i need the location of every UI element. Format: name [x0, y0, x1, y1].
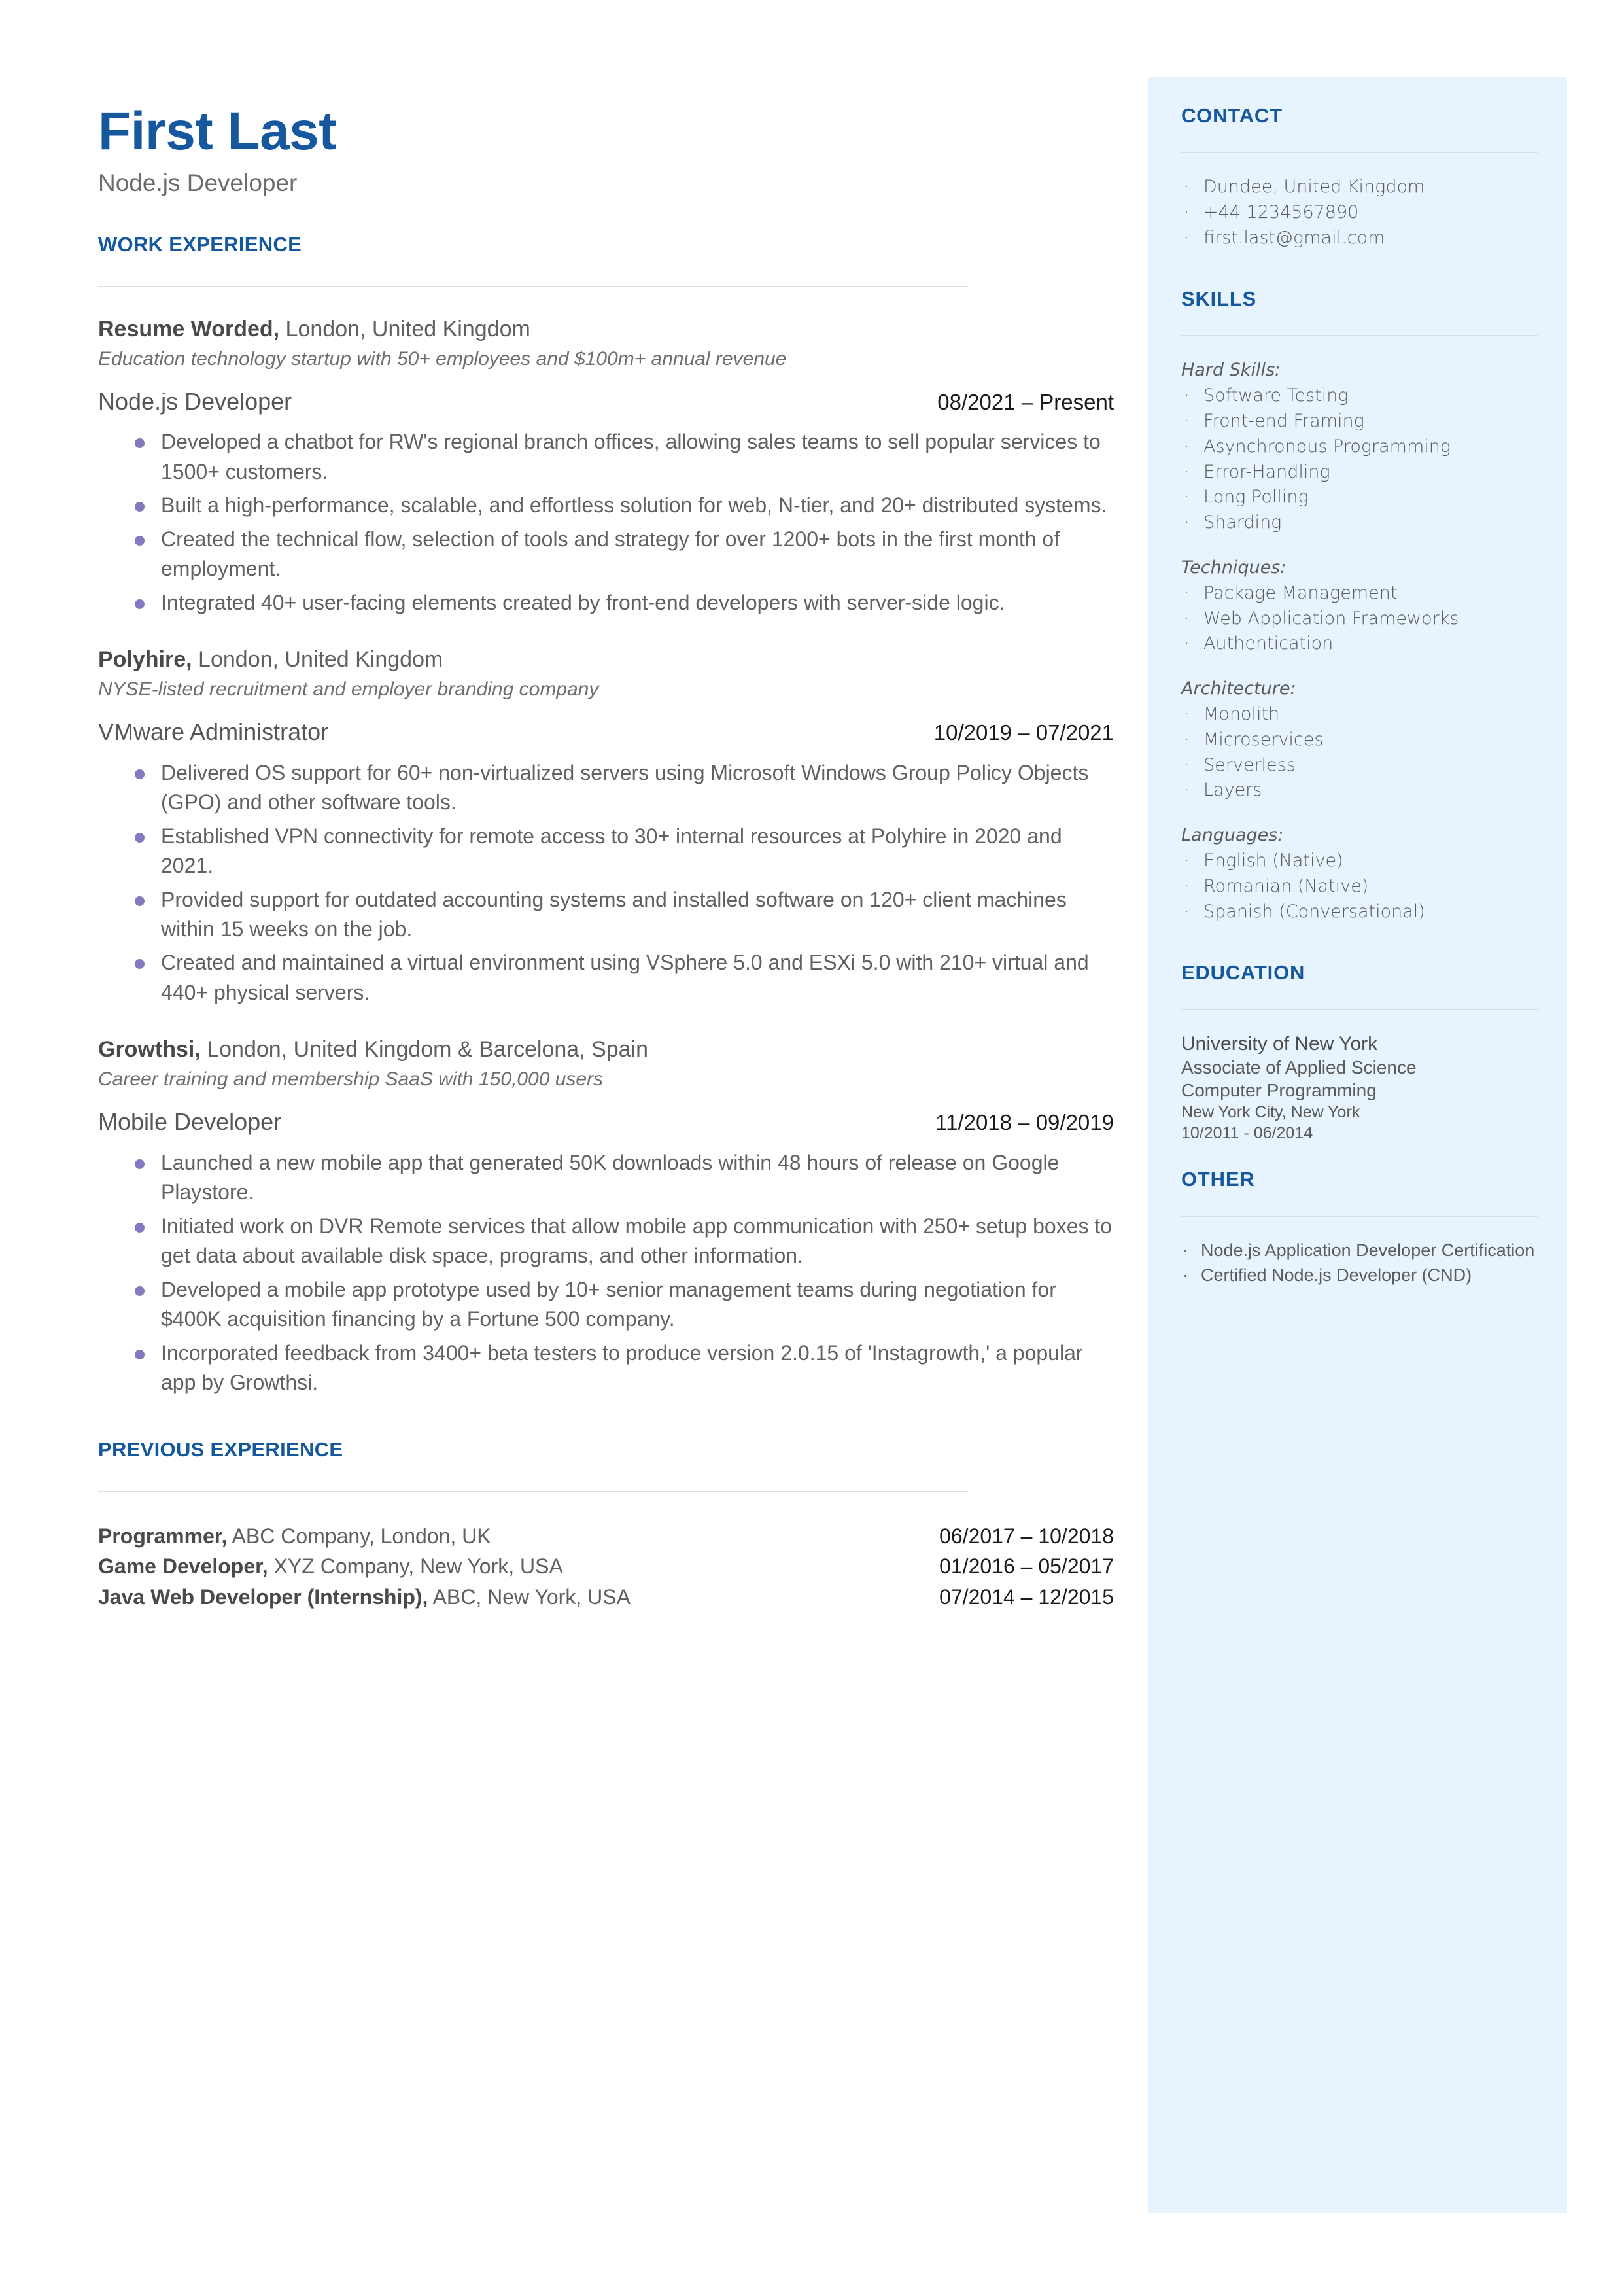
job-bullet: Established VPN connectivity for remote access to 30+ internal resources at Polyhire in 2020 and 2021.	[98, 822, 1115, 881]
education-block	[1181, 1032, 1538, 1144]
bullet-dot-icon: ·	[1184, 729, 1190, 750]
job-bullet-list	[98, 427, 1115, 618]
job-title-row	[98, 1109, 1114, 1135]
job-bullet: Delivered OS support for 60+ non-virtualized servers using Microsoft Windows Group Policy Objects (GPO) and other software tools.	[98, 758, 1115, 818]
job-bullet: Integrated 40+ user-facing elements created by front-end developers with server-side logic.	[98, 588, 1115, 618]
previous-experience-row	[98, 1521, 1114, 1552]
company-name: Growthsi,	[98, 1037, 201, 1062]
company-description: Education technology startup with 50+ employees and $100m+ annual revenue	[98, 347, 787, 370]
bullet-dot-icon: ·	[1184, 411, 1190, 432]
work-experience-list	[98, 316, 1115, 1398]
spacer	[1181, 1144, 1538, 1168]
skill-item-label: Package Management	[1203, 582, 1398, 603]
bullet-dot-icon: ·	[1183, 1265, 1188, 1286]
job-bullet-list	[98, 1148, 1115, 1398]
skill-item	[1181, 435, 1538, 459]
spacer	[98, 197, 1115, 234]
contact-list	[1181, 175, 1538, 250]
job-bullet: Developed a mobile app prototype used by 10+ senior management teams during negotiation for $400K acquisition financing by a Fortune 500 company.	[98, 1275, 1115, 1335]
bullet-dot-icon: ·	[1184, 608, 1190, 629]
skill-item-label: Front-end Framing	[1203, 411, 1364, 432]
job-title: Mobile Developer	[98, 1108, 282, 1136]
job-bullet-list	[98, 758, 1115, 1008]
skill-item	[1181, 728, 1538, 752]
skill-item-label: Serverless	[1203, 754, 1296, 775]
skill-group-label: Languages:	[1181, 824, 1284, 845]
previous-role-line	[98, 1582, 631, 1613]
work-experience-item	[98, 646, 1115, 1007]
job-bullet: Incorporated feedback from 3400+ beta testers to produce version 2.0.15 of 'Instagrowth,' a popular app by Growthsi.	[98, 1339, 1115, 1398]
skill-list	[1181, 582, 1538, 656]
contact-item-label: first.last@gmail.com	[1203, 227, 1385, 248]
spacer	[1181, 251, 1538, 288]
contact-item-label: +44 1234567890	[1203, 201, 1359, 222]
job-title-row	[98, 719, 1114, 745]
previous-role-dates: 07/2014 – 12/2015	[939, 1585, 1114, 1609]
skill-group-label: Architecture:	[1181, 678, 1296, 699]
company-name: Resume Worded,	[98, 316, 280, 342]
page-title: First Last	[98, 101, 337, 161]
company-location: London, United Kingdom	[279, 316, 530, 342]
work-experience-item	[98, 1036, 1115, 1397]
skill-item	[1181, 607, 1538, 631]
bullet-dot-icon: ·	[1184, 385, 1190, 406]
skills-block	[1181, 359, 1538, 924]
section-heading-other: OTHER	[1181, 1168, 1255, 1191]
skill-list	[1181, 384, 1538, 534]
company-description: NYSE-listed recruitment and employer branding company	[98, 678, 599, 701]
education-dates: 10/2011 - 06/2014	[1181, 1124, 1313, 1143]
skill-item-label: Error-Handling	[1203, 461, 1330, 482]
company-line	[98, 646, 1115, 673]
bullet-dot-icon: ·	[1184, 582, 1190, 603]
section-divider	[1181, 152, 1538, 153]
job-dates: 11/2018 – 09/2019	[935, 1110, 1114, 1135]
skill-item-label: Layers	[1203, 780, 1262, 801]
skill-group	[1181, 359, 1538, 534]
other-block	[1181, 1239, 1538, 1287]
bullet-dot-icon: ·	[1184, 901, 1190, 922]
main-column	[98, 101, 1115, 1613]
contact-item[interactable]	[1181, 175, 1538, 200]
skill-item	[1181, 875, 1538, 899]
skill-item	[1181, 754, 1538, 778]
skill-item-label: Monolith	[1203, 704, 1280, 725]
education-degree: Associate of Applied Science	[1181, 1057, 1417, 1077]
skill-group	[1181, 677, 1538, 803]
other-item	[1181, 1264, 1538, 1288]
skill-list	[1181, 849, 1538, 924]
skill-item	[1181, 779, 1538, 803]
section-divider	[98, 1491, 968, 1492]
bullet-dot-icon: ·	[1184, 487, 1190, 508]
job-bullet: Launched a new mobile app that generated 50K downloads within 48 hours of release on Google Playstore.	[98, 1148, 1115, 1208]
previous-role-detail: ABC, New York, USA	[428, 1585, 631, 1609]
previous-role-line	[98, 1551, 563, 1582]
bullet-dot-icon: ·	[1184, 201, 1190, 222]
contact-item[interactable]	[1181, 226, 1538, 251]
education-location: New York City, New York	[1181, 1103, 1360, 1122]
company-description: Career training and membership SaaS with 150,000 users	[98, 1068, 604, 1091]
bullet-dot-icon: ·	[1184, 780, 1190, 801]
other-item-label: Node.js Application Developer Certification	[1201, 1240, 1535, 1261]
other-item	[1181, 1239, 1538, 1263]
skill-item-label: Asynchronous Programming	[1203, 436, 1451, 457]
skill-item	[1181, 384, 1538, 408]
job-title-row	[98, 389, 1114, 415]
previous-role-dates: 06/2017 – 10/2018	[939, 1524, 1114, 1548]
skill-item	[1181, 703, 1538, 727]
contact-item-label: Dundee, United Kingdom	[1203, 177, 1425, 198]
skill-item-label: Microservices	[1203, 729, 1324, 750]
job-title: Node.js Developer	[98, 387, 292, 415]
previous-role-detail: XYZ Company, New York, USA	[268, 1554, 563, 1579]
company-name: Polyhire,	[98, 647, 192, 673]
job-dates: 08/2021 – Present	[937, 389, 1114, 414]
skill-item-label: Authentication	[1203, 633, 1334, 654]
skill-item	[1181, 582, 1538, 606]
sidebar-content	[1181, 105, 1538, 1289]
skill-item	[1181, 410, 1538, 434]
previous-role-title: Game Developer,	[98, 1554, 268, 1579]
bullet-dot-icon: ·	[1184, 633, 1190, 654]
skill-item	[1181, 461, 1538, 485]
section-divider	[1181, 1009, 1538, 1010]
skill-item-label: English (Native)	[1203, 850, 1343, 871]
skill-item	[1181, 485, 1538, 510]
skill-item-label: Web Application Frameworks	[1203, 608, 1459, 629]
job-bullet: Initiated work on DVR Remote services that allow mobile app communication with 250+ setup boxes to get data about available disk space, programs, and other information.	[98, 1212, 1115, 1271]
previous-experience-row	[98, 1551, 1114, 1582]
bullet-dot-icon: ·	[1184, 436, 1190, 457]
job-title: VMware Administrator	[98, 718, 329, 746]
bullet-dot-icon: ·	[1184, 875, 1190, 896]
section-divider	[1181, 335, 1538, 336]
job-bullet: Provided support for outdated accounting systems and installed software on 120+ client machines within 15 weeks on the job.	[98, 885, 1115, 945]
skill-group	[1181, 556, 1538, 656]
job-bullet: Built a high-performance, scalable, and effortless solution for web, N-tier, and 20+ distributed systems.	[98, 491, 1115, 520]
company-location: London, United Kingdom	[192, 647, 443, 673]
skill-group-label: Techniques:	[1181, 557, 1287, 578]
job-bullet: Created the technical flow, selection of tools and strategy for over 1200+ bots in the first month of employment.	[98, 525, 1115, 584]
section-heading-skills: SKILLS	[1181, 287, 1257, 311]
skill-group	[1181, 824, 1538, 924]
header-role: Node.js Developer	[98, 169, 298, 196]
skill-item	[1181, 632, 1538, 656]
bullet-dot-icon: ·	[1184, 461, 1190, 482]
bullet-dot-icon: ·	[1184, 754, 1190, 775]
previous-role-dates: 01/2016 – 05/2017	[939, 1554, 1114, 1579]
contact-block	[1181, 175, 1538, 250]
bullet-dot-icon: ·	[1184, 704, 1190, 725]
job-bullet: Created and maintained a virtual environment using VSphere 5.0 and ESXi 5.0 with 210+ virtual and 440+ physical servers.	[98, 948, 1115, 1007]
skill-item-label: Long Polling	[1203, 487, 1309, 508]
company-line	[98, 316, 1115, 342]
section-heading-previous-experience: PREVIOUS EXPERIENCE	[98, 1437, 343, 1461]
bullet-dot-icon: ·	[1184, 512, 1190, 533]
previous-role-line	[98, 1521, 491, 1552]
section-divider	[98, 286, 968, 287]
section-heading-work-experience: WORK EXPERIENCE	[98, 232, 302, 256]
skill-item	[1181, 900, 1538, 924]
company-line	[98, 1036, 1115, 1062]
previous-role-title: Programmer,	[98, 1524, 228, 1548]
skill-list	[1181, 703, 1538, 803]
contact-item[interactable]	[1181, 201, 1538, 225]
previous-role-detail: ABC Company, London, UK	[227, 1524, 491, 1548]
previous-experience-row	[98, 1582, 1114, 1613]
skill-item	[1181, 849, 1538, 873]
job-bullet: Developed a chatbot for RW's regional branch offices, allowing sales teams to sell popular services to 1500+ customers.	[98, 427, 1115, 487]
section-heading-contact: CONTACT	[1181, 104, 1283, 127]
section-heading-education: EDUCATION	[1181, 961, 1305, 985]
spacer	[98, 1402, 1115, 1439]
skill-item-label: Sharding	[1203, 512, 1282, 533]
skill-group-label: Hard Skills:	[1181, 360, 1281, 381]
skill-item	[1181, 511, 1538, 535]
work-experience-item	[98, 316, 1115, 618]
section-divider	[1181, 1216, 1538, 1217]
job-dates: 10/2019 – 07/2021	[933, 720, 1114, 745]
spacer	[1181, 925, 1538, 962]
company-location: London, United Kingdom & Barcelona, Spain	[200, 1037, 649, 1062]
skill-item-label: Spanish (Conversational)	[1203, 901, 1425, 922]
education-school: University of New York	[1181, 1033, 1378, 1055]
previous-role-title: Java Web Developer (Internship),	[98, 1585, 428, 1609]
bullet-dot-icon: ·	[1184, 850, 1190, 871]
education-field: Computer Programming	[1181, 1079, 1377, 1100]
bullet-dot-icon: ·	[1183, 1240, 1188, 1261]
bullet-dot-icon: ·	[1184, 227, 1190, 248]
bullet-dot-icon: ·	[1184, 177, 1190, 198]
previous-experience-list	[98, 1521, 1114, 1613]
skill-item-label: Romanian (Native)	[1203, 875, 1369, 896]
other-item-label: Certified Node.js Developer (CND)	[1201, 1265, 1472, 1286]
other-list	[1181, 1239, 1538, 1287]
skill-item-label: Software Testing	[1203, 385, 1349, 406]
